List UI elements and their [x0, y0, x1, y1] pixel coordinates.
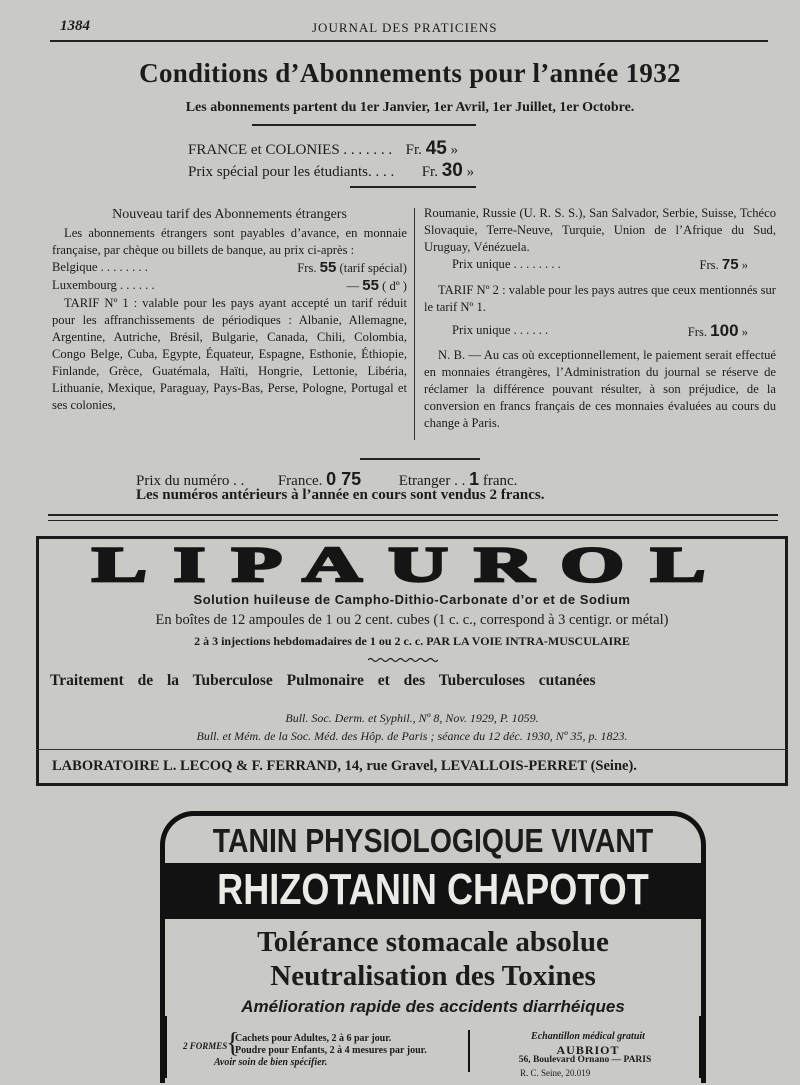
lux-label: Luxembourg . . . . . .: [52, 278, 155, 292]
subscription-subtitle: Les abonnements partent du 1er Janvier, 1er Avril, 1er Juillet, 1er Octobre.: [185, 100, 635, 115]
section-rule-1: [48, 514, 778, 516]
tarif1-continued: Roumanie, Russie (U. R. S. S.), San Salvador, Serbie, Suisse, Tchéco Slovaquie, Terre-Neuve, Turquie, Union de l’Afrique du Sud, Uruguay, Vénézuela.: [424, 206, 776, 254]
numero-anterieurs: Les numéros antérieurs à l’année en cours sont vendus 2 francs.: [136, 487, 545, 503]
lux-note: ( dº ): [382, 279, 407, 293]
student-suffix: »: [466, 164, 475, 180]
belgique-price: 55: [319, 259, 337, 276]
lipaurol-laboratoire: LABORATOIRE L. LECOQ & F. FERRAND, 14, rue Gravel, LEVALLOIS-PERRET (Seine).: [52, 758, 637, 774]
lipaurol-solution: Solution huileuse de Campho-Dithio-Carbonate d’or et de Sodium: [193, 592, 631, 607]
subscription-title: Conditions d’Abonnements pour l’année 1932: [139, 58, 681, 88]
france-label: FRANCE et COLONIES . . . . . . .: [188, 142, 393, 158]
numero-etranger-label: Etranger . .: [398, 473, 466, 489]
france-suffix: »: [450, 142, 459, 158]
numero-france-price: 0 75: [326, 469, 362, 489]
rhizotanin-avoir: Avoir soin de bien spécifier.: [214, 1057, 328, 1068]
rhizotanin-poudre: Poudre pour Enfants, 2 à 4 mesures par jour.: [235, 1045, 427, 1056]
numero-etranger-price: 1: [469, 469, 480, 489]
tarif2-text: TARIF Nº 2 : valable pour les pays autres que ceux mentionnés sur le tarif Nº 1.: [424, 283, 776, 314]
numero-france-label: France.: [277, 473, 323, 489]
section-rule-2: [48, 520, 778, 521]
prix-unique2-row: [424, 322, 776, 341]
student-currency: Fr.: [421, 164, 438, 180]
prix-unique1-suffix: »: [741, 258, 748, 272]
foreign-right-column: [424, 205, 776, 432]
student-price-row: [188, 160, 474, 182]
rhizotanin-amelioration: Amélioration rapide des accidents diarrhéiques: [241, 997, 625, 1016]
rhizotanin-formes: 2 FORMES: [183, 1041, 228, 1051]
rhizotanin-footer-divider: [468, 1030, 470, 1072]
page-number: 1384: [60, 18, 90, 34]
price-rule: [350, 186, 476, 188]
rhizotanin-neutralisation: Neutralisation des Toxines: [270, 960, 596, 992]
ad-bracket-left: [160, 1016, 167, 1078]
rhizotanin-name: RHIZOTANIN CHAPOTOT: [217, 865, 649, 914]
belgique-row: [52, 259, 407, 277]
tarif1-text: TARIF Nº 1 : valable pour les pays ayant accepté un tarif réduit pour les affranchissements de périodiques : Albanie, Allemagne, Argentine, Autriche, Brésil, Bulgarie, Canada, Chili, Colombia, Congo Belge, Cuba, Egypte, Équateur, Espagne, Esthonie, Éthiopie, Finlande, Grèce, Guatémala, Haïti, Hongrie, Lettonie, Libéria, Lithuanie, Mexique, Paraguay, Pays-Bas, Perse, Pologne, Portugal et ses colonies,: [52, 296, 407, 412]
rhizotanin-cachets: Cachets pour Adultes, 2 à 6 par jour.: [235, 1033, 392, 1044]
lipaurol-logo: [36, 546, 788, 590]
prix-unique1-price: 75: [721, 256, 739, 273]
numero-top-rule: [360, 458, 480, 460]
rhizotanin-tolerance: Tolérance stomacale absolue: [257, 926, 609, 958]
lipaurol-ref-1: Bull. Soc. Derm. et Syphil., Nº 8, Nov. 1929, P. 1059.: [285, 711, 539, 725]
prix-unique2-suffix: »: [741, 325, 748, 339]
journal-title: JOURNAL DES PRATICIENS: [312, 20, 498, 35]
luxembourg-row: [52, 277, 407, 295]
brace-glyph: {: [226, 1028, 240, 1059]
labo-rule: [36, 749, 788, 750]
prix-unique1-label: Prix unique . . . . . . . .: [452, 257, 561, 271]
belgique-currency: Frs.: [297, 261, 317, 275]
lux-price: 55: [362, 277, 379, 294]
rhizotanin-tagline: TANIN PHYSIOLOGIQUE VIVANT: [212, 822, 654, 859]
rhizotanin-aubriot: AUBRIOT: [556, 1043, 620, 1057]
column-divider: [414, 208, 415, 440]
foreign-intro: Les abonnements étrangers sont payables d’avance, en monnaie française, par chèque ou billets de banque, au prix ci-après :: [52, 226, 407, 257]
foreign-heading: Nouveau tarif des Abonnements étrangers: [112, 207, 347, 222]
prix-unique2-currency: Frs.: [687, 325, 708, 339]
subtitle-rule: [252, 124, 476, 126]
belgique-label: Belgique . . . . . . . .: [52, 260, 148, 274]
lipaurol-wordmark-text: LIPAUROL: [92, 546, 732, 586]
france-currency: Fr.: [405, 142, 422, 158]
rhizotanin-echantillon: Echantillon médical gratuit: [531, 1031, 645, 1042]
lipaurol-ref-2: Bull. et Mém. de la Soc. Méd. des Hôp. de Paris ; séance du 12 déc. 1930, Nº 35, p. 1823.: [196, 729, 628, 743]
france-price: 45: [425, 138, 447, 159]
lipaurol-wordmark: [36, 546, 788, 586]
prix-unique2-label: Prix unique . . . . . .: [452, 323, 549, 337]
numero-label: Prix du numéro . .: [136, 473, 245, 489]
prix-unique1-currency: Frs.: [699, 258, 719, 272]
nb-text: N. B. — Au cas où exceptionnellement, le paiement serait effectué en monnaies étrangères, l’Administration du journal se réserve de réclamer la différence pouvant résulter, à son préjudice, de la conversion en francs français de ces monnaies évaluées au cours du change à Paris.: [424, 348, 776, 430]
ad-bracket-right: [699, 1016, 706, 1078]
prix-unique1-row: [424, 256, 776, 274]
student-label: Prix spécial pour les étudiants. . . .: [188, 164, 395, 180]
lux-currency: —: [346, 279, 360, 293]
rhizotanin-rcs: R. C. Seine, 20.019: [520, 1068, 591, 1078]
student-price: 30: [441, 160, 463, 181]
lipaurol-injections: 2 à 3 injections hebdomadaires de 1 ou 2 c. c. PAR LA VOIE INTRA-MUSCULAIRE: [194, 634, 630, 648]
rhizotanin-adresse: 56, Boulevard Ornano — PARIS: [518, 1055, 652, 1065]
ornament-squiggle: [368, 657, 438, 663]
foreign-left-column: [52, 206, 407, 414]
header-rule: [50, 40, 768, 42]
france-price-row: [188, 138, 458, 160]
numero-etranger-unit: franc.: [482, 473, 518, 489]
belgique-note: (tarif spécial): [339, 261, 407, 275]
prix-unique2-price: 100: [710, 321, 739, 340]
lipaurol-boites: En boîtes de 12 ampoules de 1 ou 2 cent. cubes (1 c. c., correspond à 3 centigr. or métal): [155, 612, 669, 628]
lipaurol-traitement: Traitement de la Tuberculose Pulmonaire et des Tuberculoses cutanées: [50, 672, 596, 689]
